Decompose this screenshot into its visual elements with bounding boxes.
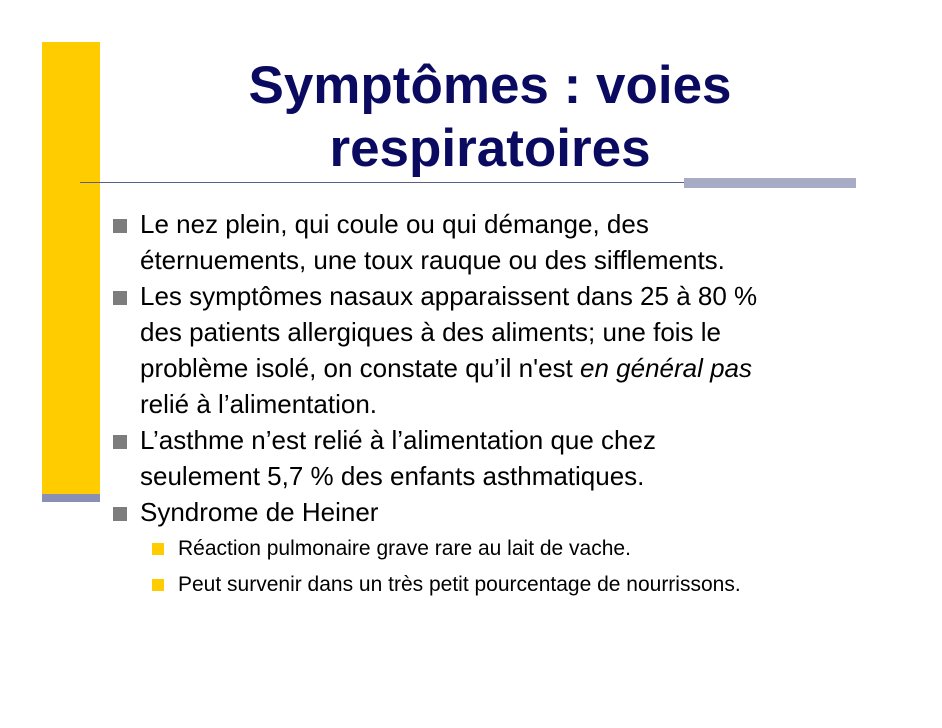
slide-body — [108, 206, 908, 602]
sub-bullet-text: Peut survenir dans un très petit pourcentage de nourrissons. — [178, 573, 741, 596]
bullet-line: L’asthme n’est relié à l’alimentation que chez — [140, 425, 656, 455]
bullet-line: seulement 5,7 % des enfants asthmatiques. — [140, 461, 645, 491]
square-bullet-icon — [113, 291, 127, 305]
sub-bullet-text: Réaction pulmonaire grave rare au lait de vache. — [178, 537, 631, 560]
bullet-line: Syndrome de Heiner — [140, 497, 379, 527]
bullet-item-nasal-symptoms — [108, 278, 908, 422]
slide-title — [140, 54, 840, 180]
sub-bullet-item — [108, 568, 908, 602]
square-bullet-icon — [113, 435, 127, 449]
bullet-item-heiner — [108, 494, 908, 530]
title-line-2: respiratoires — [329, 119, 651, 178]
bullet-item-nose — [108, 206, 908, 278]
bullet-line-plain: problème isolé, on constate qu’il n'est — [140, 353, 580, 383]
title-divider-accent — [684, 178, 856, 188]
bullet-line: Le nez plein, qui coule ou qui démange, des — [140, 209, 649, 239]
square-bullet-icon — [113, 219, 127, 233]
bullet-item-asthma — [108, 422, 908, 494]
bullet-line: Les symptômes nasaux apparaissent dans 25 à 80 % — [140, 281, 758, 311]
bullet-line: éternuements, une toux rauque ou des sifflements. — [140, 245, 725, 275]
sub-bullet-item — [108, 532, 908, 566]
bullet-line-italic: en général pas — [580, 353, 753, 383]
bullet-line-italic: relié à l’alimentation. — [140, 389, 378, 419]
bullet-line — [140, 350, 908, 386]
square-bullet-icon — [113, 507, 127, 521]
accent-bar-footer — [42, 494, 100, 502]
title-line-1: Symptômes : voies — [248, 56, 732, 115]
square-sub-bullet-icon — [152, 579, 164, 591]
bullet-line: des patients allergiques à des aliments; une fois le — [140, 317, 722, 347]
square-sub-bullet-icon — [152, 543, 164, 555]
accent-bar — [42, 42, 100, 494]
